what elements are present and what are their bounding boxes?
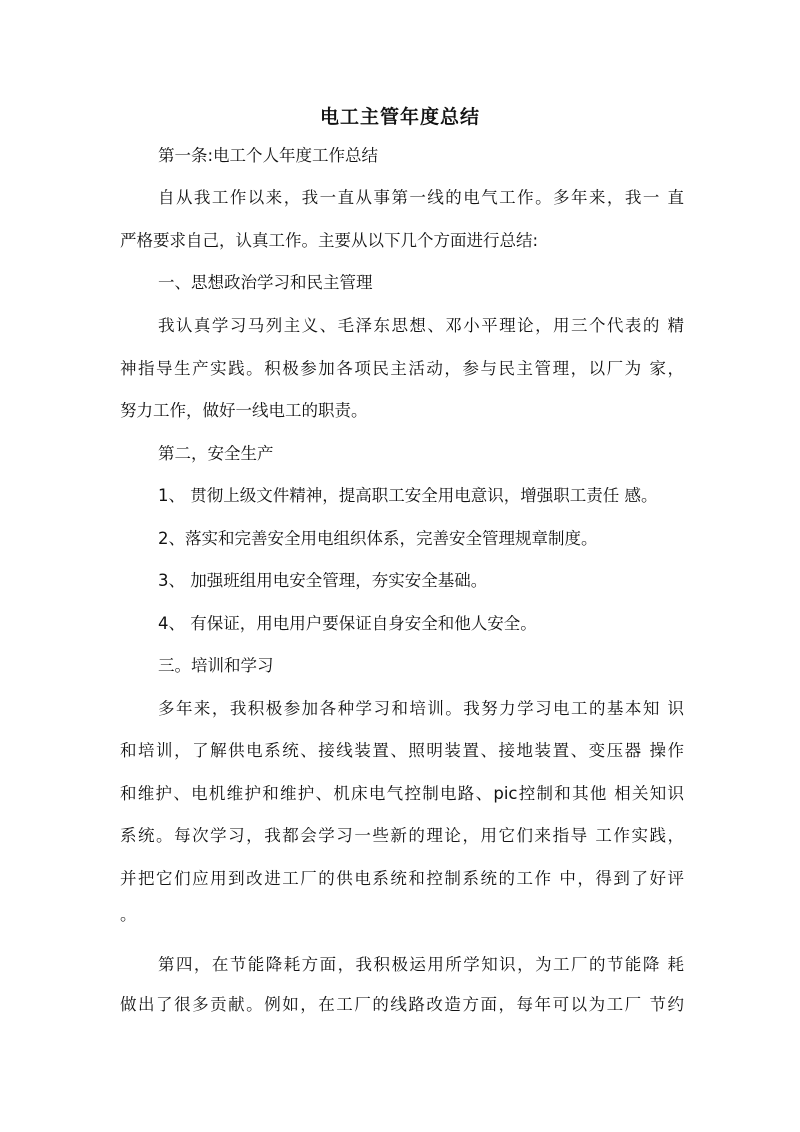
paragraph-line: 多年来，我积极参加各种学习和培训。我努力学习电工的基本知 识	[158, 699, 684, 718]
paragraph-line: 和培训，了解供电系统、接线装置、照明装置、接地装置、变压器 操作	[120, 741, 684, 760]
paragraph-line: 严格要求自己，认真工作。主要从以下几个方面进行总结:	[120, 231, 539, 250]
paragraph-line: 自从我工作以来，我一直从事第一线的电气工作。多年来，我一 直	[158, 188, 684, 207]
document-title: 电工主管年度总结	[319, 106, 480, 128]
paragraph-line: 第四，在节能降耗方面，我积极运用所学知识，为工厂的节能降 耗	[158, 955, 684, 974]
paragraph-line: 系统。每次学习，我都会学习一些新的理论，用它们来指导 工作实践，	[120, 826, 684, 845]
section-heading-4: 三。培训和学习	[158, 656, 274, 675]
list-item: 2、落实和完善安全用电组织体系，完善安全管理规章制度。	[158, 529, 598, 548]
paragraph-line: 做出了很多贡献。例如，在工厂的线路改造方面，每年可以为工厂 节约	[120, 995, 684, 1014]
paragraph-line: 我认真学习马列主义、毛泽东思想、邓小平理论，用三个代表的 精	[158, 316, 684, 335]
list-item: 1、 贯彻上级文件精神，提高职工安全用电意识，增强职工责任 感。	[158, 486, 658, 505]
paragraph-line: 。	[120, 905, 137, 924]
paragraph-line: 和维护、电机维护和维护、机床电气控制电路、pic控制和其他 相关知识	[120, 784, 684, 803]
list-item: 4、 有保证，用电用户要保证自身安全和他人安全。	[158, 614, 537, 633]
paragraph-line: 并把它们应用到改进工厂的供电系统和控制系统的工作 中，得到了好评	[120, 869, 684, 888]
paragraph-line: 神指导生产实践。积极参加各项民主活动，参与民主管理，以厂为 家，	[120, 359, 684, 378]
list-item: 3、 加强班组用电安全管理，夯实安全基础。	[158, 571, 488, 590]
section-heading-1: 第一条:电工个人年度工作总结	[158, 146, 379, 165]
paragraph-line: 努力工作，做好一线电工的职责。	[120, 401, 368, 420]
section-heading-3: 第二，安全生产	[158, 444, 274, 463]
section-heading-2: 一、思想政治学习和民主管理	[158, 273, 373, 292]
